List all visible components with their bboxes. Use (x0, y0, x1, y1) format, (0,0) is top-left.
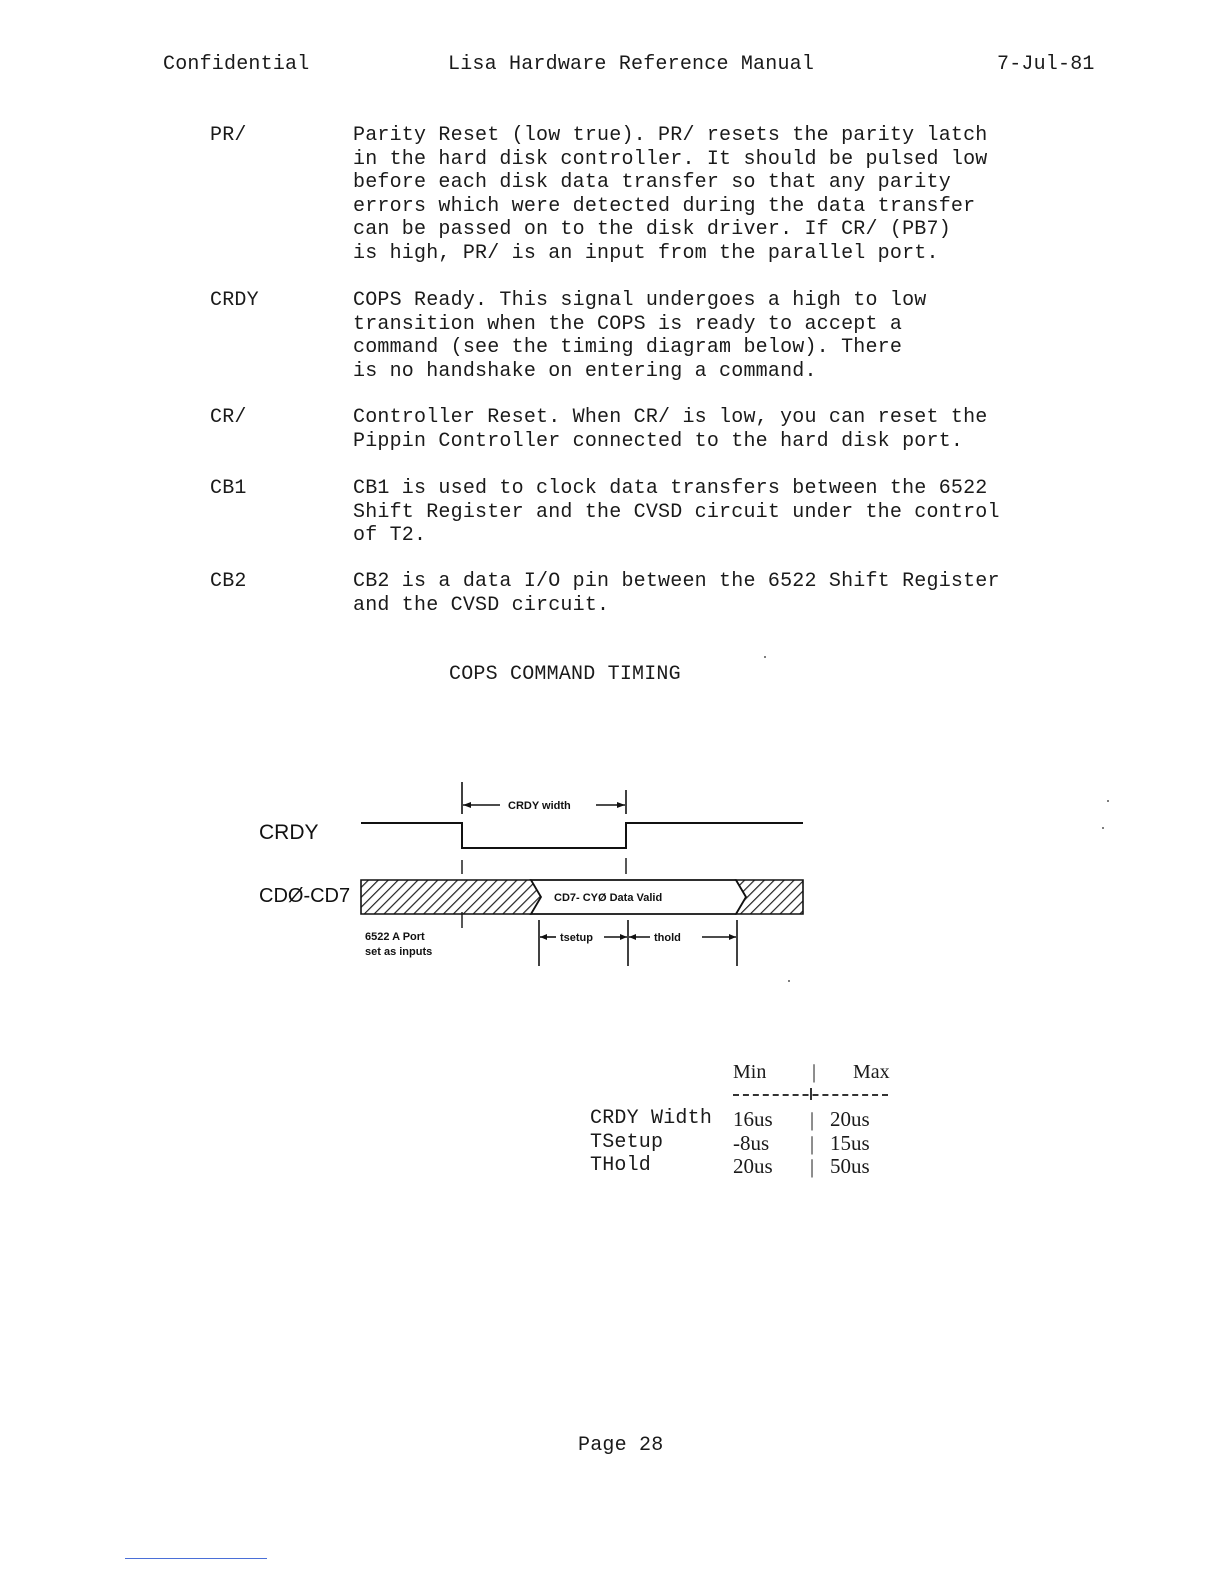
row-min: 16us (733, 1107, 773, 1131)
scan-speck (1107, 800, 1109, 802)
timing-diagram (250, 770, 820, 1000)
data-invalid-region (361, 880, 541, 914)
row-min: 20us (733, 1154, 773, 1178)
table-row (590, 1107, 910, 1131)
header-title: Lisa Hardware Reference Manual (448, 53, 815, 76)
scan-speck (1102, 827, 1104, 829)
row-label: CRDY Width (590, 1107, 713, 1130)
scan-speck (764, 656, 766, 658)
thold-label: thold (654, 932, 681, 944)
row-max: 15us (830, 1131, 870, 1155)
header-date: 7-Jul-81 (997, 53, 1095, 76)
thold-right-arrow (729, 934, 736, 940)
row-separator: | (810, 1109, 815, 1131)
section-title: COPS COMMAND TIMING (449, 663, 681, 686)
table-header-max: Max (853, 1061, 890, 1083)
row-max: 50us (830, 1154, 870, 1178)
tsetup-right-arrow (620, 934, 627, 940)
signal-desc-cb2: CB2 is a data I/O pin between the 6522 Shift Register and the CVSD circuit. (353, 570, 1000, 617)
crdy-width-label: CRDY width (508, 800, 571, 812)
scan-speck (788, 980, 790, 982)
page-number: Page 28 (578, 1434, 664, 1457)
signal-name-cr: CR/ (210, 406, 247, 429)
row-max: 20us (830, 1107, 870, 1131)
table-rule-tick (810, 1088, 812, 1100)
row-min: -8us (733, 1131, 770, 1155)
table-row (590, 1131, 910, 1155)
crdy-signal-label: CRDY (259, 821, 319, 844)
thold-left-arrow (629, 934, 636, 940)
row-separator: | (810, 1133, 815, 1155)
bottom-edge-line (125, 1558, 267, 1559)
signal-name-cb1: CB1 (210, 477, 247, 500)
signal-name-cb2: CB2 (210, 570, 247, 593)
data-valid-label: CD7- CYØ Data Valid (554, 892, 663, 904)
signal-name-crdy: CRDY (210, 289, 259, 312)
crdy-width-left-arrow (463, 802, 471, 808)
row-separator: | (810, 1156, 815, 1178)
crdy-width-right-arrow (617, 802, 625, 808)
row-label: TSetup (590, 1131, 664, 1154)
signal-name-pr: PR/ (210, 124, 247, 147)
data-bus-label: CDØ-CD7 (259, 885, 351, 907)
signal-desc-crdy: COPS Ready. This signal undergoes a high to low transition when the COPS is ready to accept a command (see the timing diagram below). There is no handshake on entering a command. (353, 289, 927, 383)
tsetup-left-arrow (540, 934, 547, 940)
tsetup-label: tsetup (560, 932, 593, 944)
signal-desc-cb1: CB1 is used to clock data transfers between the 6522 Shift Register and the CVSD circuit under the control of T2. (353, 477, 1000, 547)
data-invalid-trailing-region (736, 880, 803, 914)
port-note-line1: 6522 A Port (365, 931, 425, 943)
table-header-min: Min (733, 1061, 767, 1083)
table-header-separator: | (812, 1061, 817, 1083)
signal-desc-pr: Parity Reset (low true). PR/ resets the parity latch in the hard disk controller. It should be pulsed low before each disk data transfer so that any parity errors which were detected during the data transfer can be passed on to the disk driver. If CR/ (PB7) is high, PR/ is an input from the parallel port. (353, 124, 988, 265)
header-confidential: Confidential (163, 53, 310, 76)
signal-desc-cr: Controller Reset. When CR/ is low, you can reset the Pippin Controller connected to the hard disk port. (353, 406, 988, 453)
crdy-waveform (361, 823, 803, 848)
row-label: THold (590, 1154, 652, 1177)
port-note-line2: set as inputs (365, 946, 433, 958)
table-row (590, 1154, 910, 1178)
